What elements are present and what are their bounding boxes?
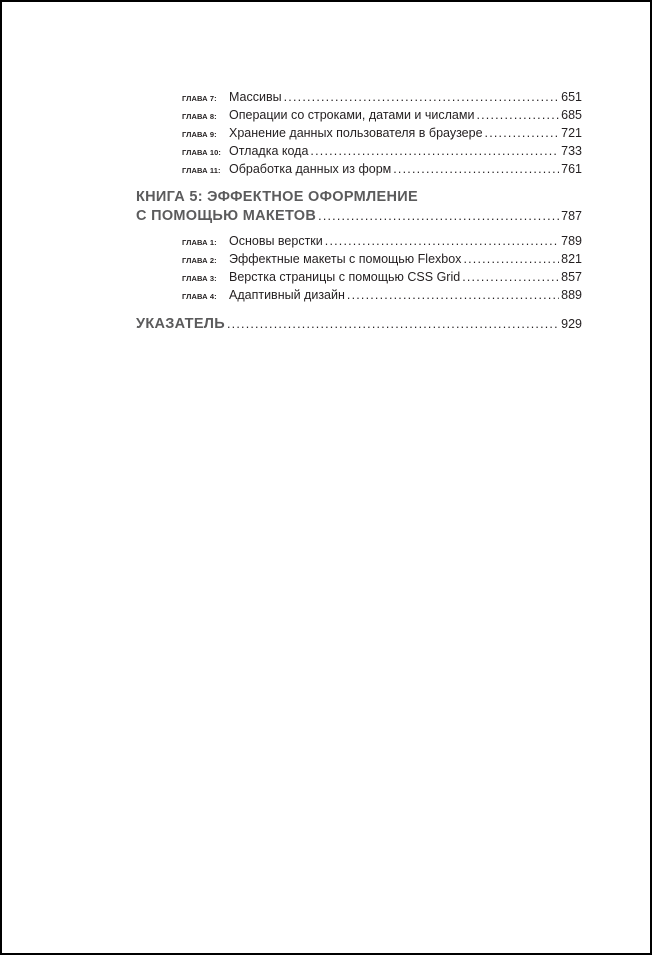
chapter-title: Хранение данных пользователя в браузере <box>229 126 483 140</box>
dot-leader <box>347 287 559 303</box>
chapter-page-number: 733 <box>561 144 582 158</box>
chapter-title: Отладка кода <box>229 144 309 158</box>
chapter-title: Адаптивный дизайн <box>229 288 345 302</box>
dot-leader <box>284 89 560 105</box>
chapter-label: ГЛАВА 4: <box>182 292 217 301</box>
chapter-title: Эффектные макеты с помощью Flexbox <box>229 252 462 266</box>
dot-leader <box>485 125 560 141</box>
chapter-page-number: 821 <box>561 252 582 266</box>
index-page-number: 929 <box>561 317 582 331</box>
toc-entry-chapter-8[interactable] <box>182 107 582 123</box>
chapter-title: Обработка данных из форм <box>229 162 392 176</box>
chapter-page-number: 651 <box>561 90 582 104</box>
toc-entry-chapter-4[interactable] <box>182 287 582 303</box>
dot-leader <box>393 161 559 177</box>
chapter-page-number: 889 <box>561 288 582 302</box>
book-5-page-number: 787 <box>561 209 582 223</box>
chapter-label: ГЛАВА 7: <box>182 94 217 103</box>
chapter-label: ГЛАВА 9: <box>182 130 217 139</box>
chapter-title: Массивы <box>229 90 282 104</box>
book-5-title-line-2: С ПОМОЩЬЮ МАКЕТОВ <box>136 208 317 224</box>
toc-entry-chapter-9[interactable] <box>182 125 582 141</box>
chapter-label: ГЛАВА 3: <box>182 274 217 283</box>
chapter-title: Операции со строками, датами и числами <box>229 108 475 122</box>
chapter-page-number: 761 <box>561 162 582 176</box>
book-5-title-line-1[interactable]: КНИГА 5: ЭФФЕКТНОЕ ОФОРМЛЕНИЕ <box>136 189 418 205</box>
book-5-title-line-2-row[interactable] <box>136 206 582 226</box>
toc-entry-chapter-1[interactable] <box>182 233 582 249</box>
chapter-title: Верстка страницы с помощью CSS Grid <box>229 270 461 284</box>
toc-entry-chapter-11[interactable] <box>182 161 582 177</box>
dot-leader <box>310 143 559 159</box>
chapter-label: ГЛАВА 1: <box>182 238 217 247</box>
chapter-label: ГЛАВА 11: <box>182 166 221 175</box>
dot-leader <box>476 107 559 123</box>
chapter-page-number: 857 <box>561 270 582 284</box>
dot-leader <box>463 251 559 267</box>
dot-leader <box>318 206 559 226</box>
toc-entry-chapter-2[interactable] <box>182 251 582 267</box>
chapter-page-number: 789 <box>561 234 582 248</box>
dot-leader <box>325 233 559 249</box>
chapter-label: ГЛАВА 8: <box>182 112 217 121</box>
toc-entry-chapter-7[interactable] <box>182 89 582 105</box>
chapter-page-number: 685 <box>561 108 582 122</box>
dot-leader <box>462 269 559 285</box>
chapter-page-number: 721 <box>561 126 582 140</box>
chapter-label: ГЛАВА 2: <box>182 256 217 265</box>
toc-entry-chapter-3[interactable] <box>182 269 582 285</box>
chapter-label: ГЛАВА 10: <box>182 148 222 157</box>
toc-entry-chapter-10[interactable] <box>182 143 582 159</box>
toc-entry-index[interactable] <box>136 314 582 334</box>
chapter-title: Основы верстки <box>229 234 323 248</box>
dot-leader <box>227 314 559 334</box>
index-title: УКАЗАТЕЛЬ <box>136 316 225 332</box>
